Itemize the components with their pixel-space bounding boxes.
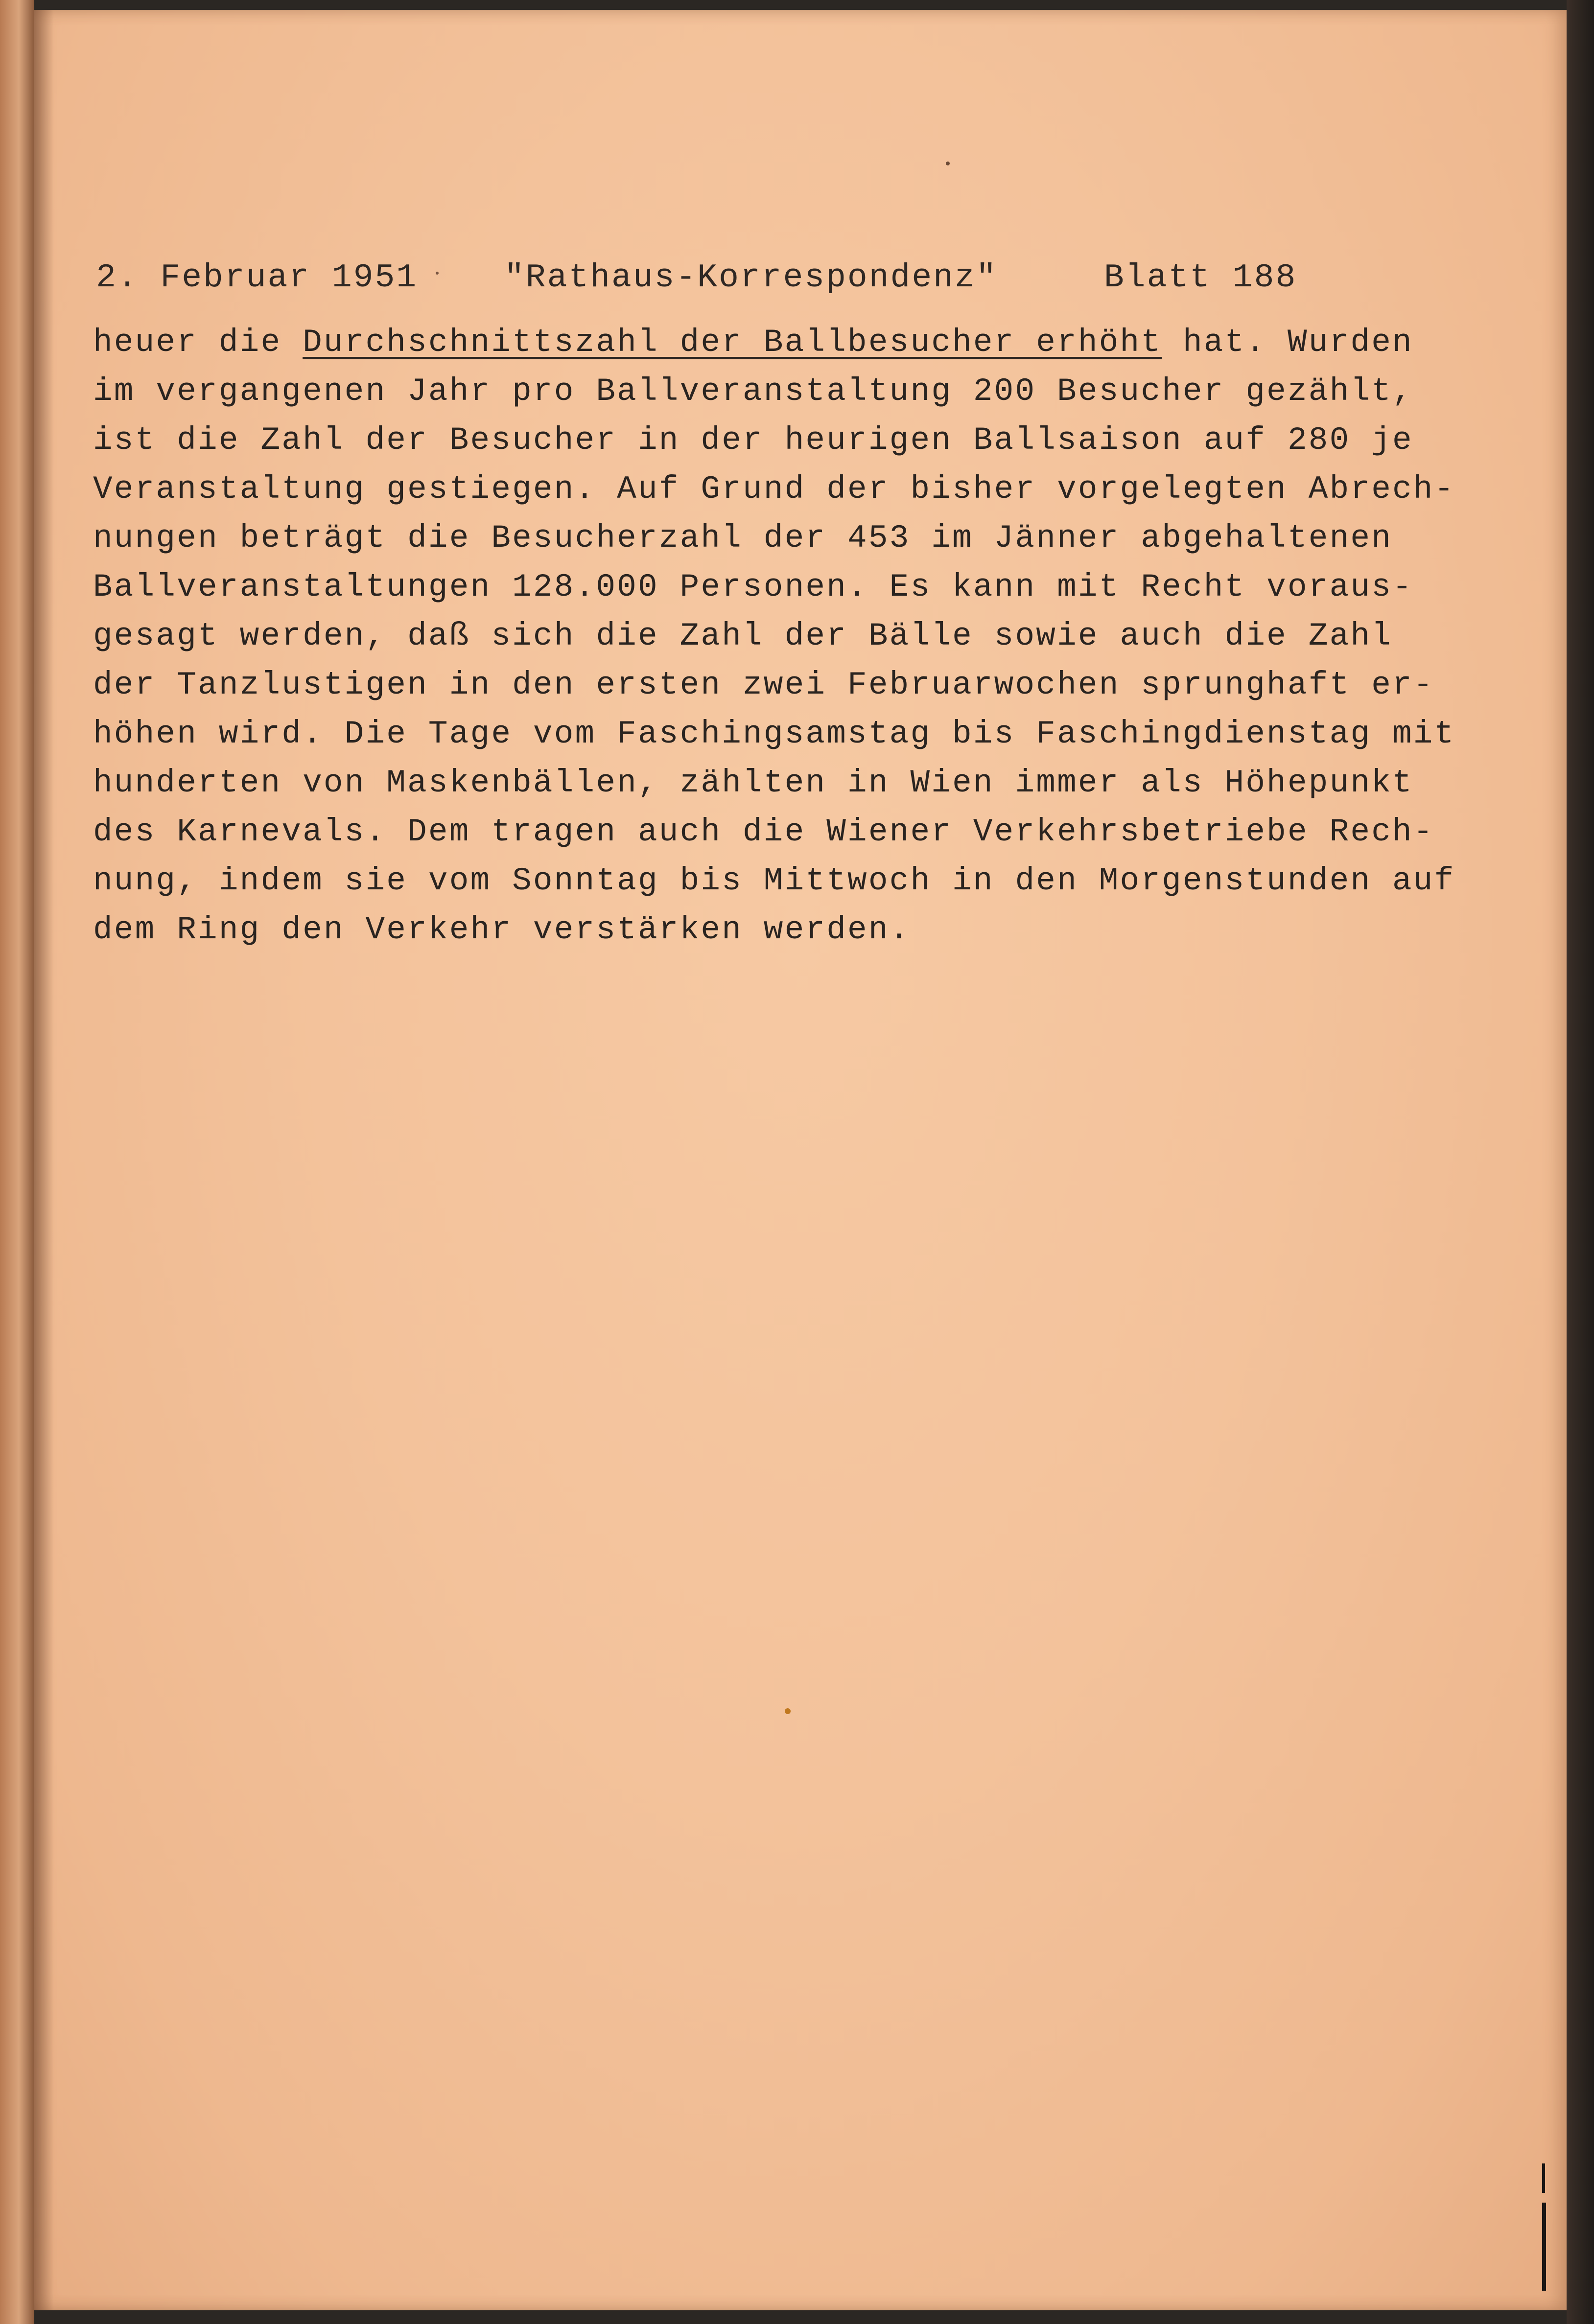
underlined-phrase: Durchschnittszahl der Ballbesucher erhöht — [303, 324, 1162, 361]
right-page-edge — [1567, 0, 1594, 2324]
body-line: gesagt werden, daß sich die Zahl der Bälle sowie auch die Zahl — [93, 618, 1392, 654]
body-line: dem Ring den Verkehr verstärken werden. — [93, 911, 911, 948]
paper-speck — [785, 1708, 791, 1714]
binding-mark — [1542, 2163, 1545, 2193]
body-line: Veranstaltung gestiegen. Auf Grund der bisher vorgelegten Abrech- — [93, 471, 1455, 508]
binding-mark — [1542, 2203, 1546, 2291]
paper-speck — [436, 272, 439, 275]
body-line — [93, 318, 1415, 367]
left-page-edge — [0, 0, 34, 2324]
body-line-text: hat. Wurden — [1162, 324, 1413, 361]
body-line: höhen wird. Die Tage vom Faschingsamstag bis Faschingdienstag mit — [93, 716, 1455, 752]
body-line: ist die Zahl der Besucher in der heurigen Ballsaison auf 280 je — [93, 422, 1413, 459]
header-date: 2. Februar 1951 — [96, 259, 418, 297]
body-line: des Karnevals. Dem tragen auch die Wiener Verkehrsbetriebe Rech- — [93, 813, 1434, 850]
body-line-text: heuer die — [93, 324, 303, 361]
body-line: im vergangenen Jahr pro Ballveranstaltung 200 Besucher gezählt, — [93, 373, 1413, 410]
body-line: nung, indem sie vom Sonntag bis Mittwoch in den Morgenstunden auf — [93, 862, 1455, 899]
body-line: hunderten von Maskenbällen, zählten in Wien immer als Höhepunkt — [93, 765, 1413, 801]
paper-speck — [946, 162, 950, 165]
body-line: der Tanzlustigen in den ersten zwei Februarwochen sprunghaft er- — [93, 667, 1434, 703]
header-sheet-number: Blatt 188 — [1104, 259, 1297, 297]
body-text — [93, 318, 1455, 954]
body-line: Ballveranstaltungen 128.000 Personen. Es kann mit Recht voraus- — [93, 569, 1413, 605]
binding-shadow — [34, 10, 54, 2310]
body-line: nungen beträgt die Besucherzahl der 453 im Jänner abgehaltenen — [93, 520, 1392, 557]
header-title: "Rathaus-Korrespondenz" — [504, 259, 998, 297]
